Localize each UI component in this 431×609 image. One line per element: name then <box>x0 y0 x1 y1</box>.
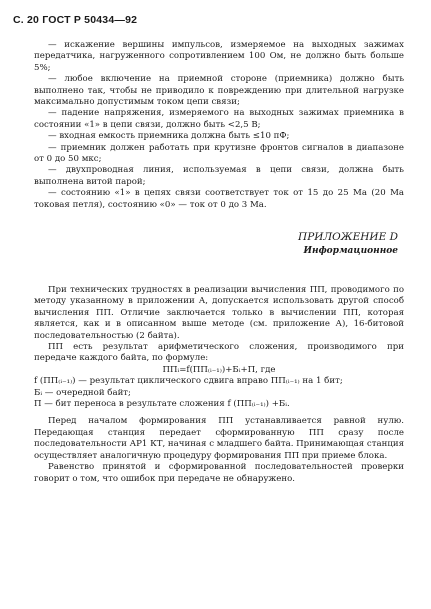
list-item: — приемник должен работать при крутизне фронтов сигналов в диапазоне от 0 до 50 мкс; <box>34 142 404 165</box>
list-item: — падение напряжения, измеряемого на выходных зажимах приемника в состоянии «1» в цепи связи, должно быть <2,5 В; <box>34 108 404 130</box>
page-header: С. 20 ГОСТ Р 50434—92 <box>13 14 138 26</box>
list-item: — состоянию «1» в цепях связи соответствует ток от 15 до 25 Ма (20 Ма токовая петля), состоянию «0» — ток от 0 до 3 Ма. <box>34 188 404 210</box>
appendix-heading <box>298 230 398 258</box>
appendix-subtitle: Информационное <box>303 246 398 256</box>
appendix-body <box>34 285 404 485</box>
definition: Бᵢ — очередной байт; <box>34 387 131 398</box>
paragraph: ПП есть результат арифметического сложения, производимого при передаче каждого байта, по формуле: <box>34 342 404 364</box>
definition: f (ПП₍ᵢ₋₁₎) — результат циклического сдвига вправо ПП₍ᵢ₋₁₎ на 1 бит; <box>34 376 343 387</box>
formula: ППᵢ=f(ПП₍ᵢ₋₁₎)+Бᵢ+П, где <box>162 364 276 375</box>
list-item: — искажение вершины импульсов, измеряемое на выходных зажимах передатчика, нагруженного сопротивлением 100 Ом, не должно быть больше 5%; <box>34 40 404 73</box>
list-item: — любое включение на приемной стороне (приемника) должно быть выполнено так, чтобы не приводило к повреждению при длительной нагрузке максимально допустимым током цепи связи; <box>34 74 404 108</box>
paragraph: Перед началом формирования ПП устанавливается равной нулю. Передающая станция передает сформированную ПП сразу после последовательности АР1 КТ, начиная с младшего байта. Принимающая станция осуществляет аналогичную процедуру формирования ПП при приеме блока. <box>34 416 404 461</box>
appendix-title: ПРИЛОЖЕНИЕ D <box>298 231 398 243</box>
requirements-list <box>34 40 404 211</box>
paragraph: Равенство принятой и сформированной последовательностей проверки говорит о том, что ошибок при передаче не обнаружено. <box>34 462 404 484</box>
definition: П — бит переноса в результате сложения f (ПП₍ᵢ₋₁₎) +Бᵢ. <box>34 399 290 410</box>
paragraph: При технических трудностях в реализации вычисления ПП, проводимого по методу указанному в приложении А, допускается использовать другой способ вычисления ПП. Отличие заключается только в вычислении ПП, которая является, как и в описанном выше методе (см. приложение А), 16-битовой последовательностью (2 байта). <box>34 285 404 341</box>
list-item: — входная емкость приемника должна быть ≤10 пФ; <box>48 131 290 142</box>
list-item: — двухпроводная линия, используемая в цепи связи, должна быть выполнена витой парой; <box>34 165 404 187</box>
